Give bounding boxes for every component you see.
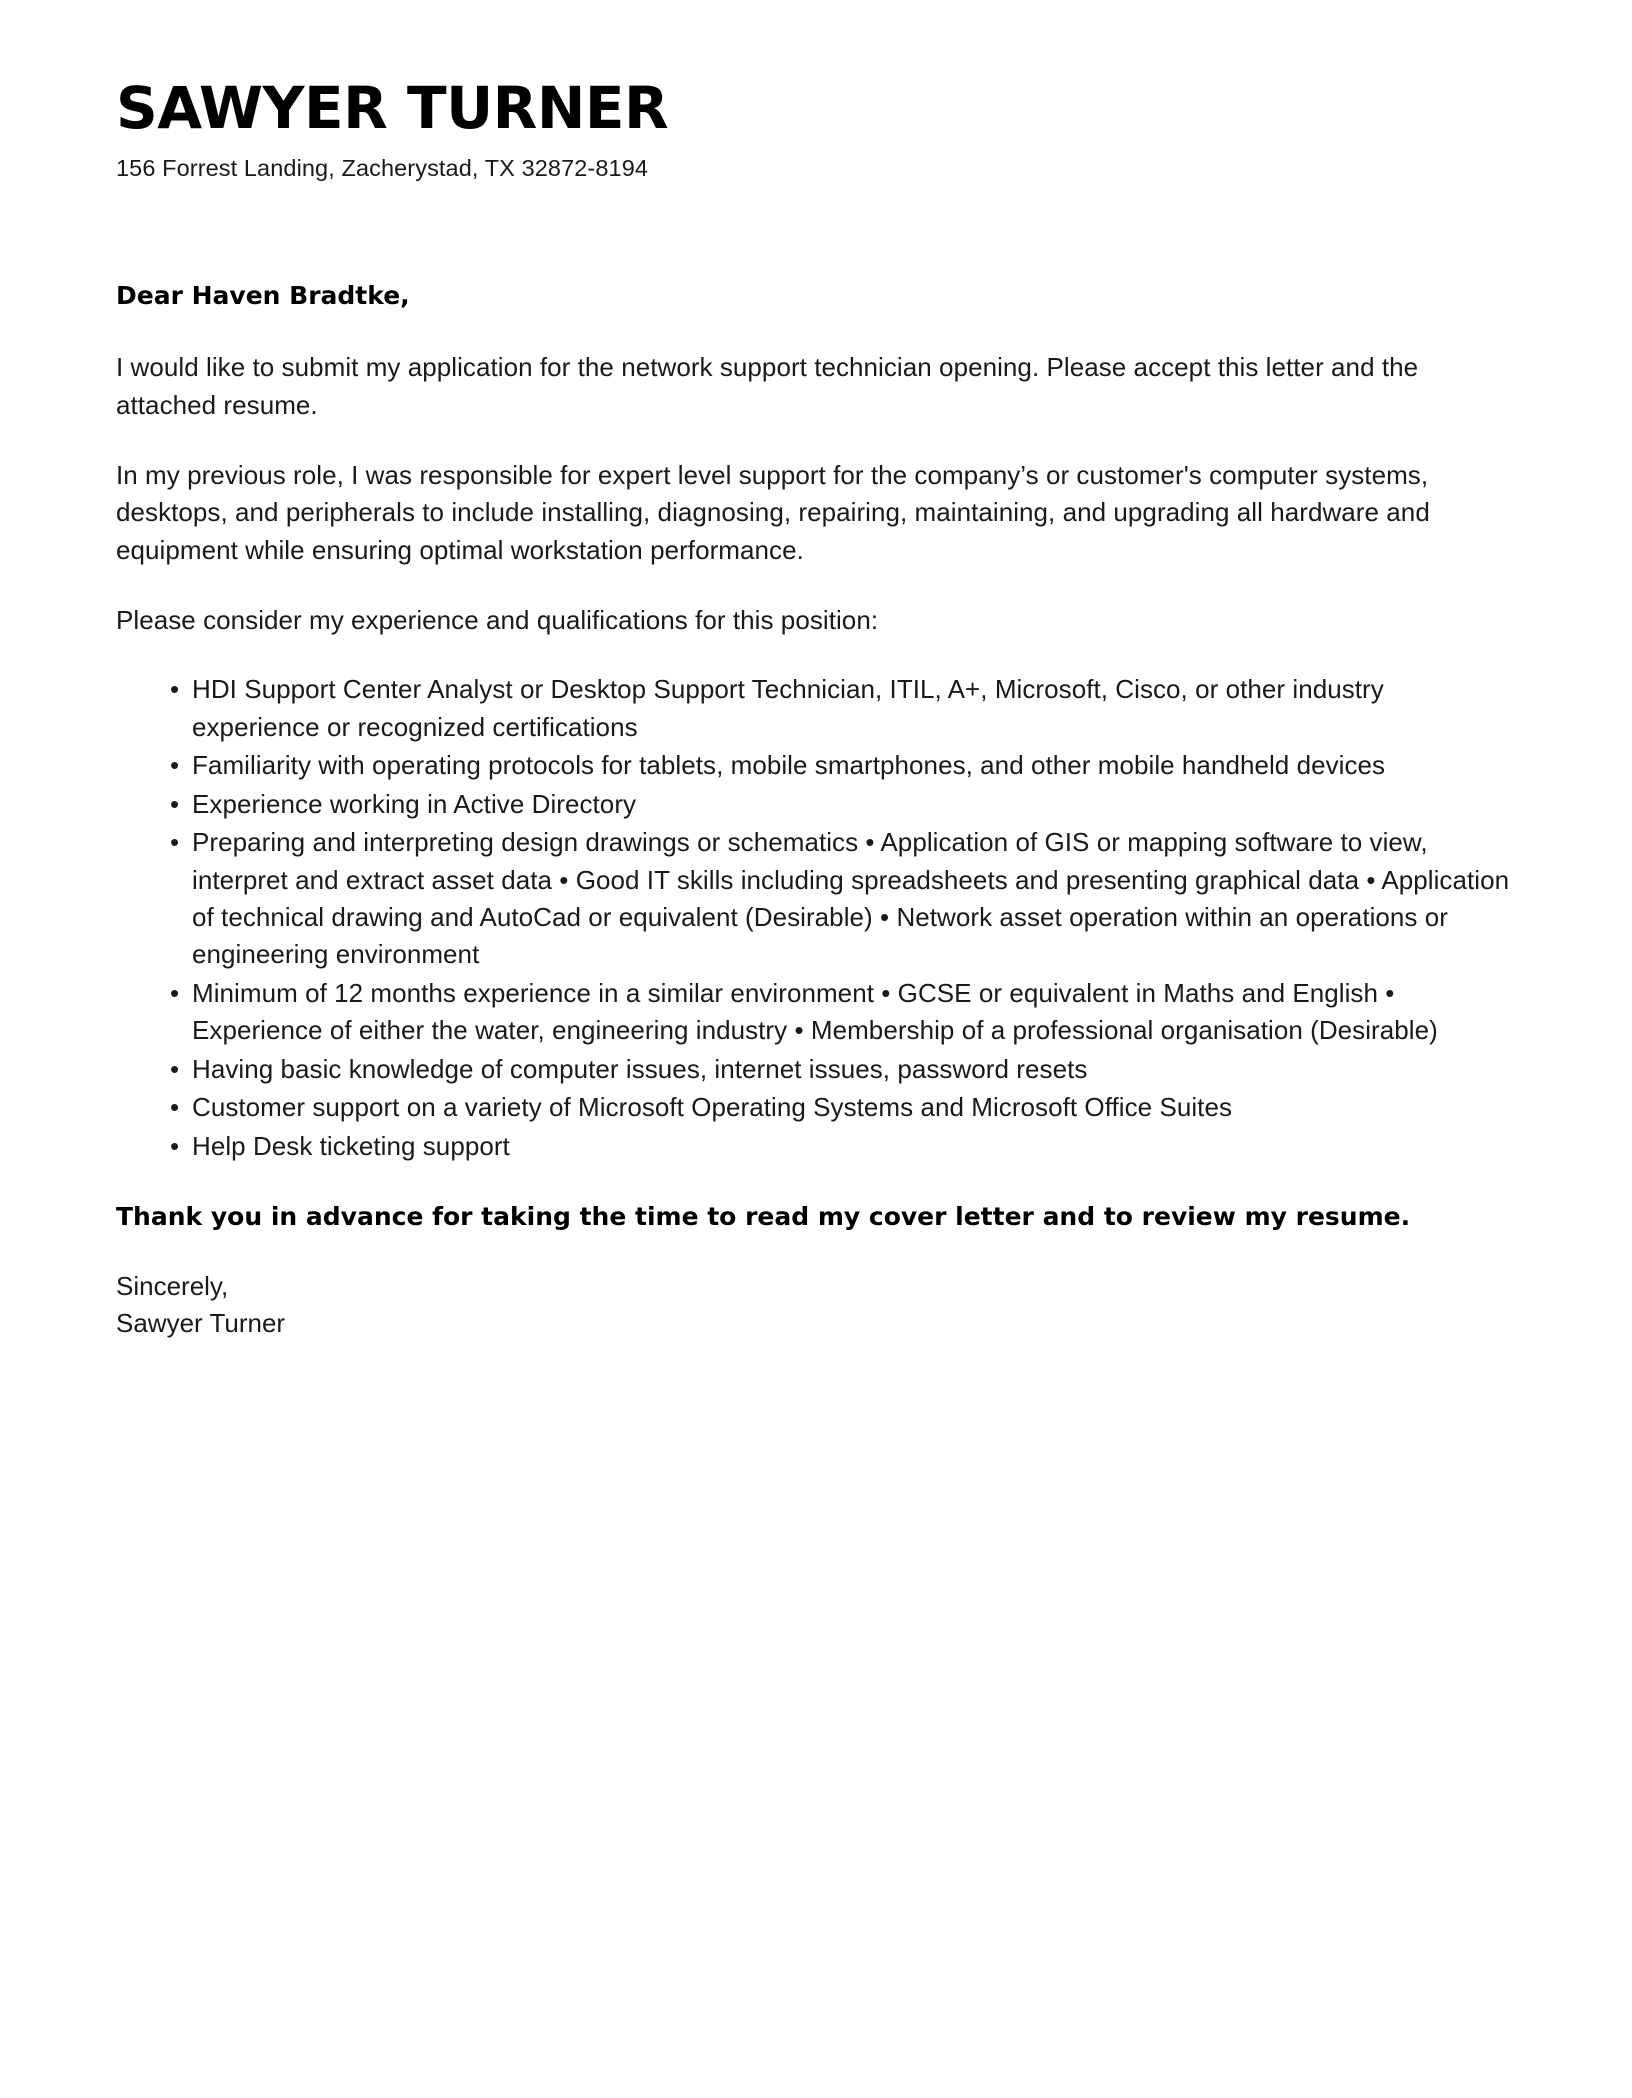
list-item: • Experience working in Active Directory <box>170 786 1516 823</box>
applicant-name: SAWYER TURNER <box>116 74 669 142</box>
qualifications-list <box>116 671 1516 1165</box>
list-item: • Minimum of 12 months experience in a similar environment • GCSE or equivalent in Maths and English • Experience of either the water, engineering industry • Membership of a professional organisation (Desirable) <box>170 975 1516 1050</box>
list-item: • Preparing and interpreting design drawings or schematics • Application of GIS or mapping software to view, interpret and extract asset data • Good IT skills including spreadsheets and presenting graphical data • Application of technical drawing and AutoCad or equivalent (Desirable) • Network asset operation within an operations or engineering environment <box>170 824 1516 974</box>
signature-block <box>116 1268 1516 1342</box>
closing-statement: Thank you in advance for taking the time to read my cover letter and to review my resume. <box>116 1202 1411 1231</box>
letter-header <box>116 74 1516 183</box>
applicant-address: 156 Forrest Landing, Zacherystad, TX 32872-8194 <box>116 154 649 181</box>
letter-body <box>116 74 1516 1342</box>
list-item: • Customer support on a variety of Microsoft Operating Systems and Microsoft Office Suites <box>170 1089 1516 1126</box>
list-item: • HDI Support Center Analyst or Desktop Support Technician, ITIL, A+, Microsoft, Cisco, or other industry experience or recognized certifications <box>170 671 1516 746</box>
body-paragraph-1: I would like to submit my application for the network support technician opening. Please accept this letter and the attached resume. <box>116 352 1419 420</box>
body-paragraph-2: In my previous role, I was responsible for expert level support for the company’s or customer's computer systems, desktops, and peripherals to include installing, diagnosing, repairing, maintaining, and upgrading all hardware and equipment while ensuring optimal workstation performance. <box>116 459 1430 565</box>
list-item: • Familiarity with operating protocols for tablets, mobile smartphones, and other mobile handheld devices <box>170 747 1516 784</box>
list-item: • Having basic knowledge of computer issues, internet issues, password resets <box>170 1051 1516 1088</box>
signature-name: Sawyer Turner <box>116 1307 286 1338</box>
salutation: Dear Haven Bradtke, <box>116 281 410 311</box>
body-paragraph-3: Please consider my experience and qualifications for this position: <box>116 604 879 635</box>
list-item: • Help Desk ticketing support <box>170 1128 1516 1165</box>
sign-off: Sincerely, <box>116 1271 229 1301</box>
